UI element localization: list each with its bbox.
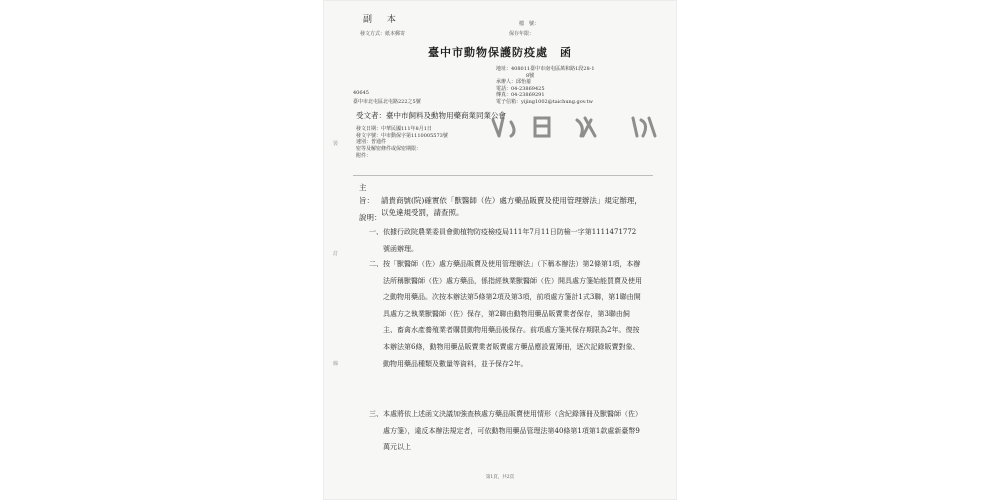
item-text: 依據行政院農業委員會動植物防疫檢疫局111年7月11日防檢一字第1111471772號函辦理。: [383, 228, 637, 253]
explanation-item: [369, 224, 643, 257]
recipient-address: 臺中市北屯區北屯路222之5號: [353, 99, 421, 105]
file-number-label: 檔 號：: [519, 21, 540, 27]
official-seal-stamp: [473, 112, 673, 142]
attachment: 附件：: [356, 152, 372, 159]
issue-number: 發文字號：中市動保字第1110005573號: [356, 132, 448, 139]
issue-date: 發文日期：中華民國111年8月1日: [356, 126, 432, 132]
document-meta: [356, 126, 448, 160]
binding-mark: 裝: [333, 141, 339, 147]
contact-phone: 電話：04-23869425: [496, 85, 545, 92]
binding-mark: 線: [333, 361, 339, 367]
item-number: 二、: [369, 260, 383, 268]
security-level: 密等及解密條件或保密期限：: [356, 146, 422, 153]
delivery-speed: 速別：普通件: [356, 139, 387, 146]
contact-address-cont: 8號: [526, 72, 535, 79]
page-number: 第1頁，共2頁: [485, 475, 515, 480]
retention-period-label: 保存年限：: [509, 31, 535, 37]
item-text: 按「獸醫師（佐）處方藥品販賣及使用管理辦法」（下稱本辦法）第2條第1項，本辦法所稱獸醫師（佐）處方藥品，係指經執業獸醫師（佐）開具處方箋始能買賣及使用之動物用藥品。次按本辦法第5條第2項及第3項，前項處方箋計1式3聯，第1聯由開具處方之執業獸醫師（佐）保存，第2聯由動物用藥品販賣業者保存，第3聯由飼主、畜禽水產養殖業者購買動物用藥品後保存。前項處方箋其保存期限為2年。復按本辦法第6條，動物用藥品販賣業者販賣處方藥品應設置簿冊，逐次記錄販賣對象、動物用藥品種類及數量等資料，並予保存2年。: [383, 260, 642, 368]
item-number: 三、: [369, 410, 383, 418]
postal-code: 40645: [353, 90, 369, 96]
contact-block: [496, 66, 595, 105]
recipient: 受文者：臺中市飼料及動物用藥商業同業公會: [356, 111, 506, 120]
binding-mark: 訂: [333, 251, 339, 257]
item-number: 一、: [369, 228, 383, 236]
explanation-item: [369, 256, 643, 372]
contact-person: 承辦人：邱怡蓁: [496, 79, 532, 85]
subject-text: 請貴商號(院)確實依「獸醫師（佐）處方藥品販賣及使用管理辦法」規定辦理，以免違規受罰，請查照。: [381, 195, 642, 217]
explanation-item: [369, 406, 643, 456]
divider: [353, 175, 653, 176]
document-page: [323, 0, 677, 500]
contact-address: 地址：408011臺中市南屯區萬和路1段28-1: [496, 66, 595, 72]
copy-mark: 副 本: [363, 15, 402, 25]
contact-email: 電子信箱：yijing1002@taichung.gov.tw: [496, 98, 593, 105]
send-method: 發文方式：紙本郵寄: [360, 31, 406, 37]
item-text: 本處將依上述函文決議加強查核處方藥品販賣使用情形（含紀錄簿冊及獸醫師（佐）處方箋），違反本辦法規定者，可依動物用藥品管理法第40條第1項第1款處新臺幣9萬元以上: [383, 410, 642, 452]
contact-fax: 傳真：04-23869291: [496, 92, 545, 98]
subject: [359, 182, 649, 220]
subject-label: 主旨：: [359, 183, 374, 205]
document-title: 臺中市動物保護防疫處 函: [428, 46, 572, 59]
explanation-label: 說明：: [359, 213, 382, 222]
